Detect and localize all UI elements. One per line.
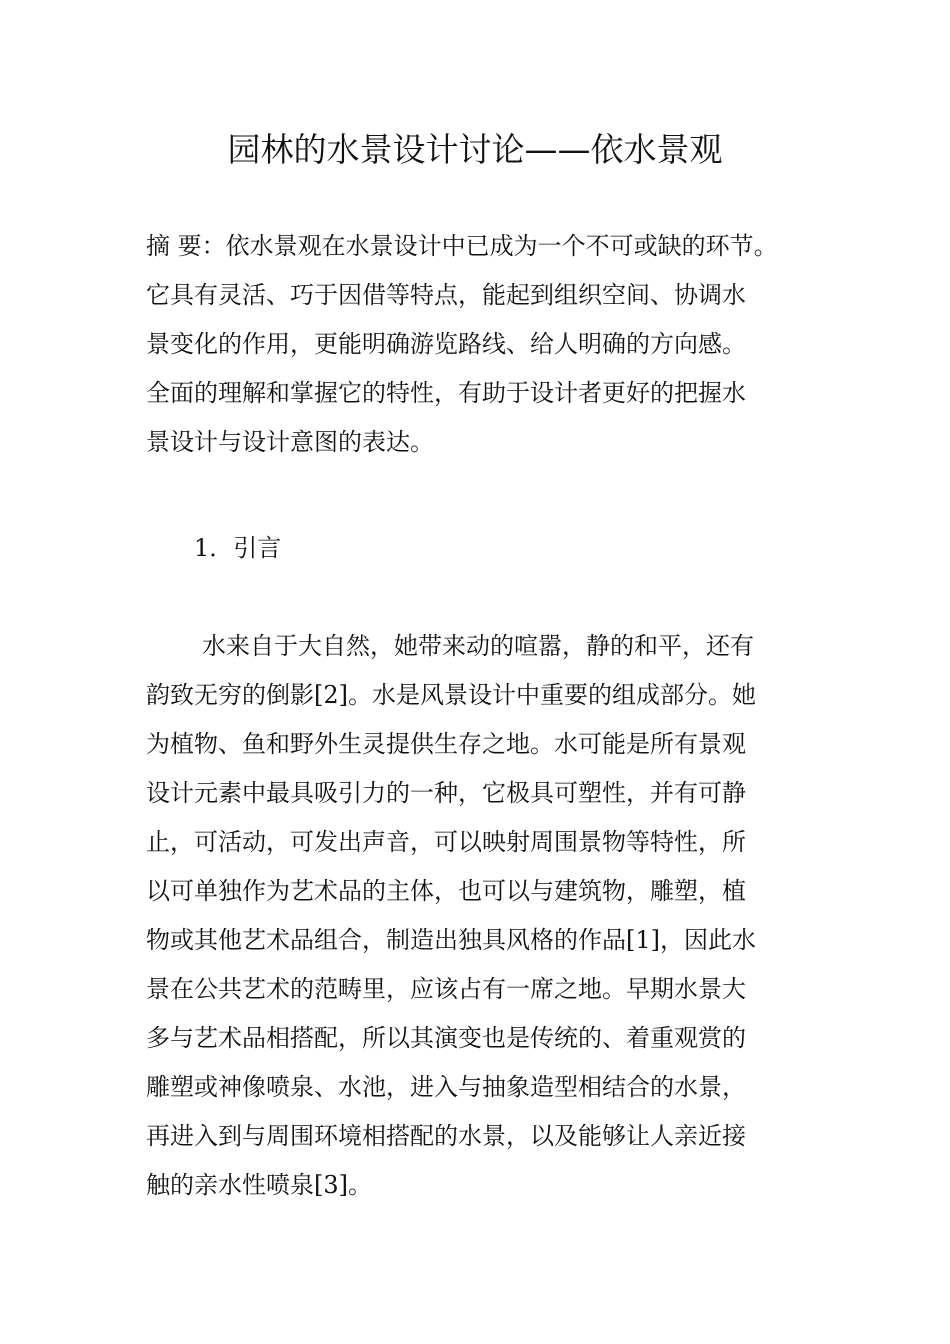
body-line: 为植物、鱼和野外生灵提供生存之地。水可能是所有景观 [146,730,746,758]
body-line: 景在公共艺术的范畴里，应该占有一席之地。早期水景大 [146,975,746,1003]
document-title: 园林的水景设计讨论——依水景观 [227,130,723,169]
body-line: 物或其他艺术品组合，制造出独具风格的作品[1]，因此水 [146,926,756,954]
body-line: 止，可活动，可发出声音，可以映射周围景物等特性，所 [146,828,746,856]
body-paragraph [146,622,816,1210]
body-line: 设计元素中最具吸引力的一种，它极具可塑性，并有可静 [146,779,746,807]
abstract-line: 景设计与设计意图的表达。 [146,428,434,456]
body-line: 雕塑或神像喷泉、水池，进入与抽象造型相结合的水景， [146,1073,746,1101]
section-heading: 1．引言 [194,534,282,562]
body-line: 以可单独作为艺术品的主体，也可以与建筑物，雕塑，植 [146,877,746,905]
body-line: 触的亲水性喷泉[3]。 [146,1171,372,1199]
body-line: 再进入到与周围环境相搭配的水景，以及能够让人亲近接 [146,1122,746,1150]
abstract-line: 摘 要：依水景观在水景设计中已成为一个不可或缺的环节。 [146,232,778,260]
abstract-line: 它具有灵活、巧于因借等特点，能起到组织空间、协调水 [146,281,746,309]
body-line: 水来自于大自然，她带来动的喧嚣，静的和平，还有 [202,632,754,660]
body-line: 韵致无穷的倒影[2]。水是风景设计中重要的组成部分。她 [146,681,756,709]
abstract-line: 景变化的作用，更能明确游览路线、给人明确的方向感。 [146,330,746,358]
abstract-paragraph [146,222,816,467]
abstract-line: 全面的理解和掌握它的特性，有助于设计者更好的把握水 [146,379,746,407]
body-line: 多与艺术品相搭配，所以其演变也是传统的、着重观赏的 [146,1024,746,1052]
